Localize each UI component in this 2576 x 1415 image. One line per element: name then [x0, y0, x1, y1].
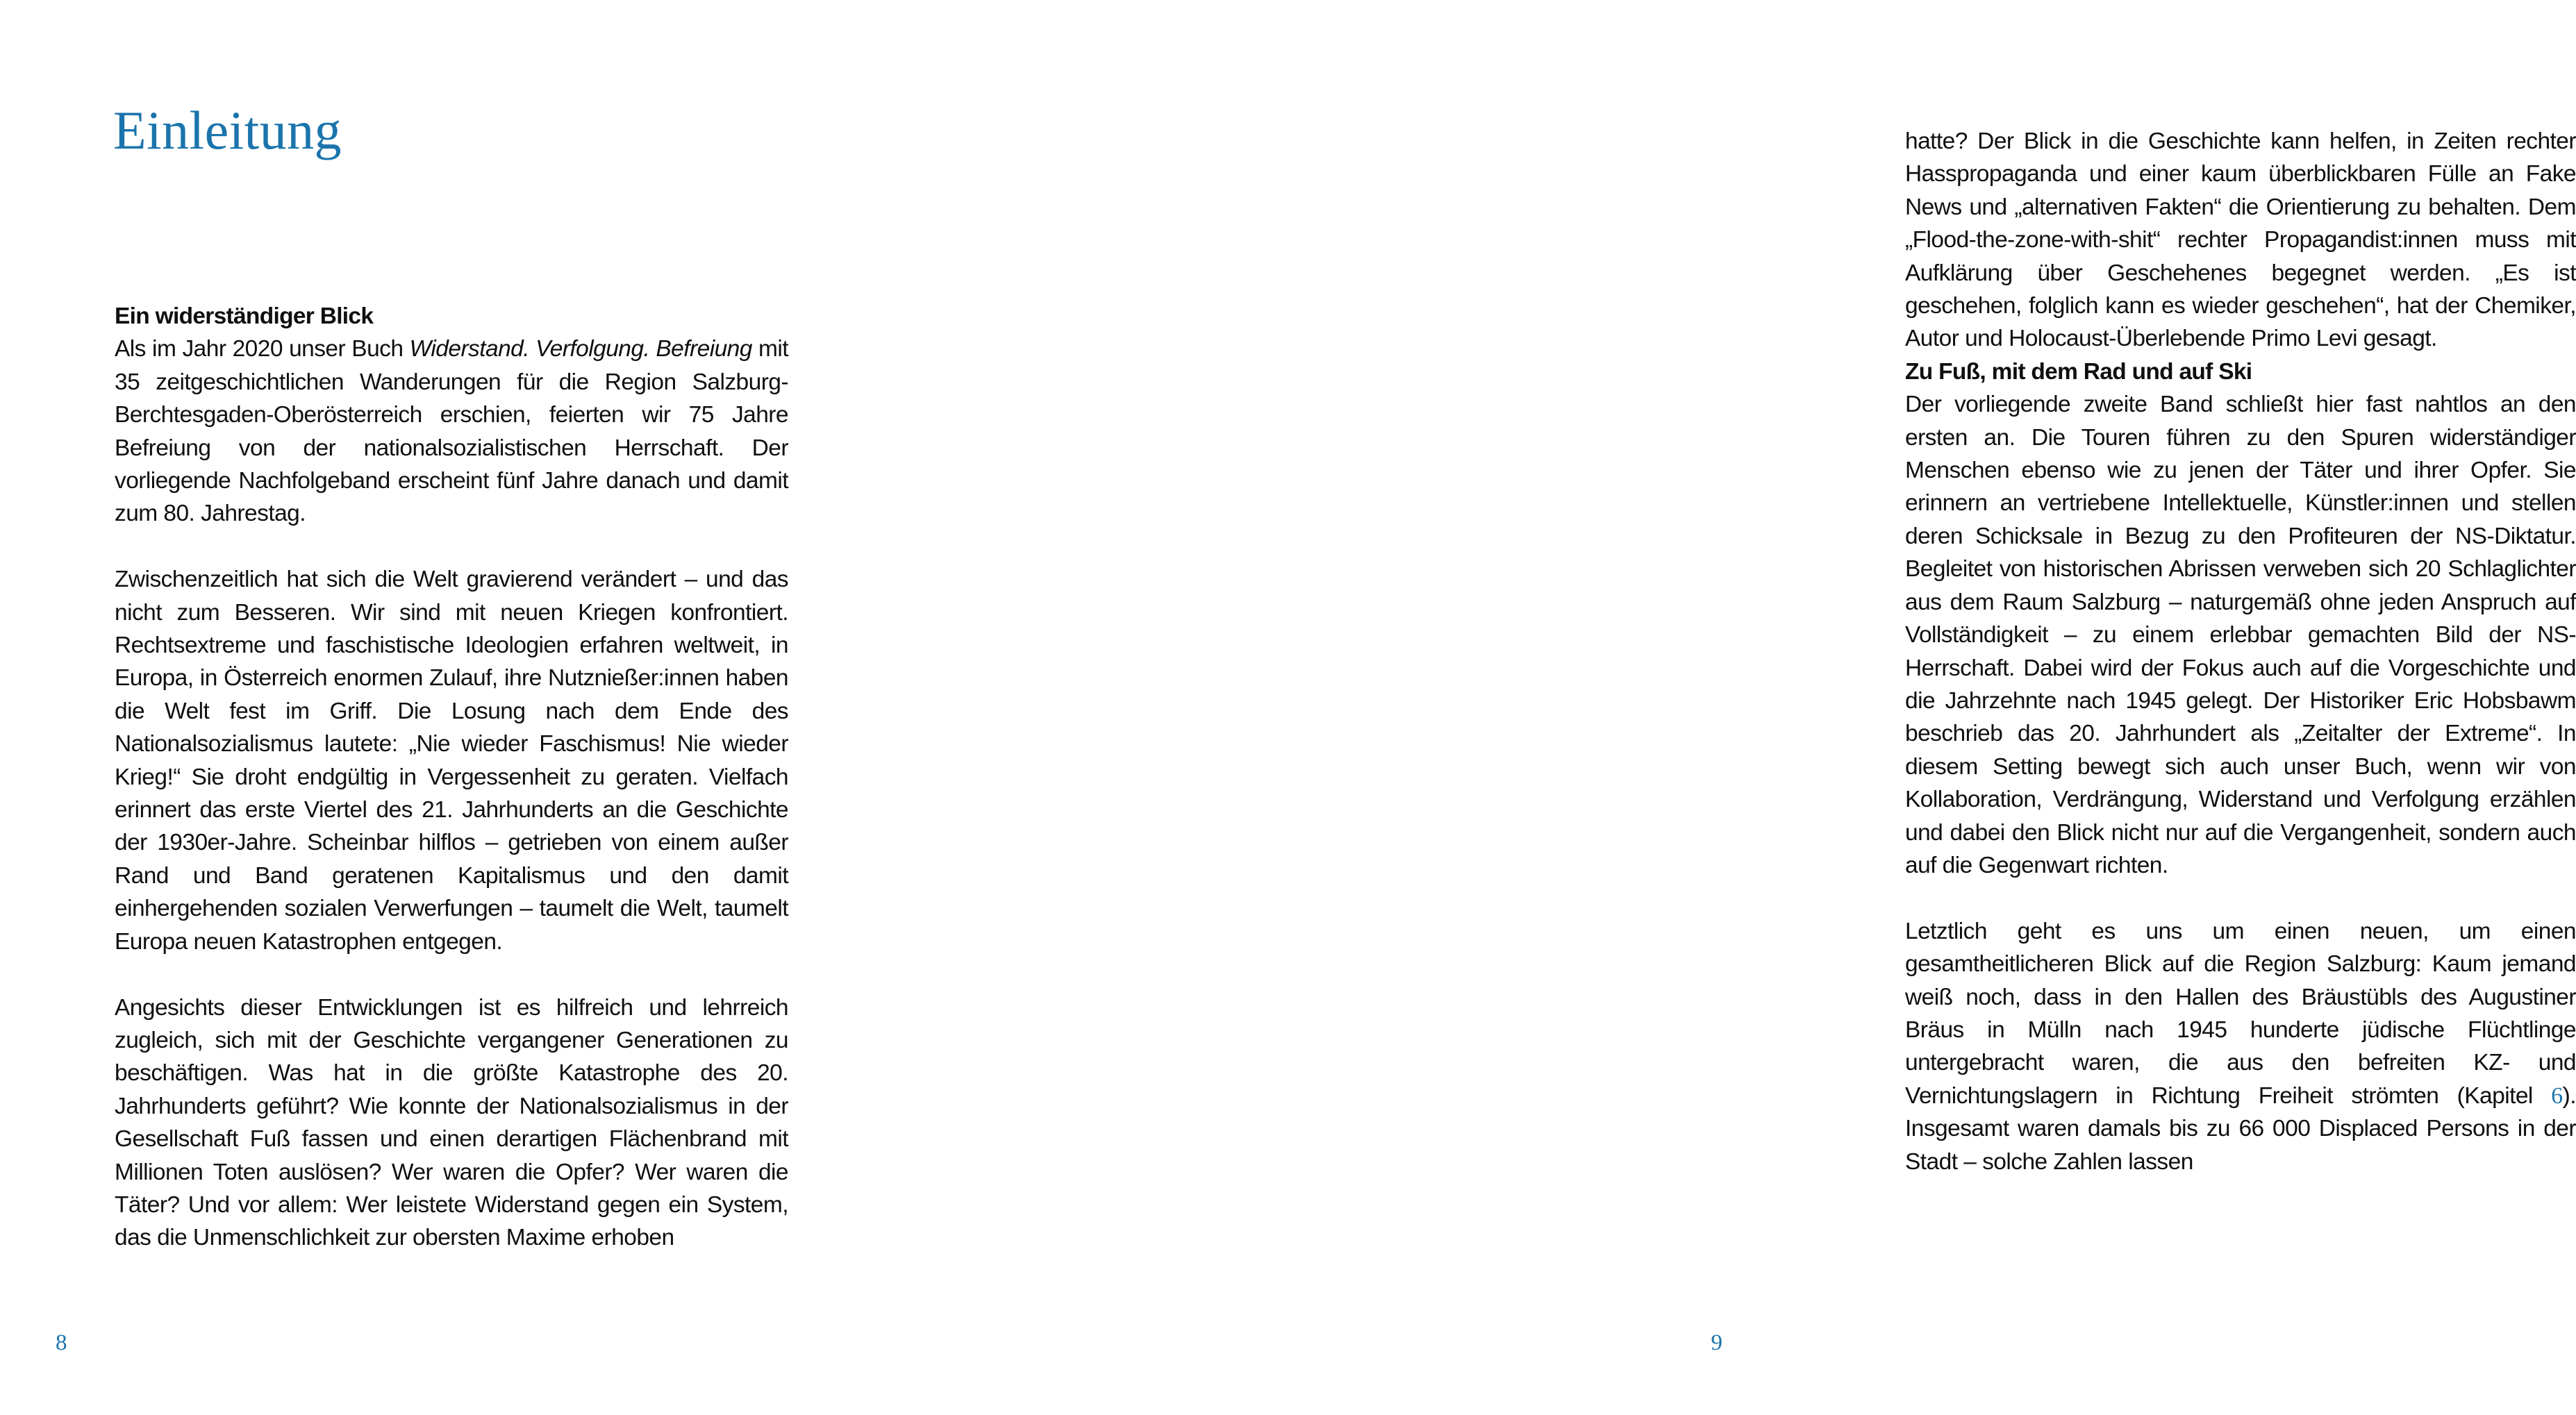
paragraph-left-1-lead: Als im Jahr 2020 unser Buch [115, 336, 410, 362]
page-right [889, 0, 2576, 1415]
chapter-reference-link[interactable]: 6 [2551, 1082, 2563, 1109]
paragraph-right-3-lead: Letztlich geht es uns um einen neuen, um einen gesamtheitlicheren Blick auf die Region Salzburg: Kaum jemand weiß noch, dass in den Hallen des Bräustübls des Augustiner Bräus in Mülln nach 1945 hunderte jüdische Flüchtlinge untergebracht waren, die aus den befreiten KZ- und Vernichtungslagern in Richtung Freiheit strömten (Kapitel [1905, 918, 2576, 1109]
book-title-italic: Widerstand. Verfolgung. Befreiung [409, 336, 752, 362]
chapter-title: Einleitung [113, 100, 342, 160]
paragraph-right-1: hatte? Der Blick in die Geschichte kann helfen, in Zeiten rechter Hasspropaganda und einer kaum überblickbaren Fülle an Fake News und „alternativen Fakten“ die Orientierung zu behalten. Dem „Flood-the-zone-with-shit“ rechter Propagandist:innen muss mit Aufklärung über Geschehenes begegnet werden. „Es ist geschehen, folglich kann es wieder geschehen“, hat der Chemiker, Autor und Holocaust-Überlebende Primo Levi gesagt. [1905, 128, 2576, 352]
page-number-left: 8 [56, 1330, 67, 1355]
right-text-column [1905, 125, 2576, 1178]
paragraph-left-3: Angesichts dieser Entwicklungen ist es hilfreich und lehrreich zugleich, sich mit der Geschichte vergangener Generationen zu beschäftigen. Was hat in die größte Katastrophe des 20. Jahrhunderts geführt? Wie konnte der Nationalsozialismus in der Gesellschaft Fuß fassen und einen derartigen Flächenbrand mit Millionen Toten auslösen? Wer waren die Opfer? Wer waren die Täter? Und vor allem: Wer leistete Widerstand gegen ein System, das die Unmenschlichkeit zur obersten Maxime erhoben [115, 994, 788, 1251]
paragraph-right-3-tail: ). Insgesamt waren damals bis zu 66 000 Displaced Persons in der Stadt – solche Zahlen lassen [1905, 1082, 2576, 1175]
paragraph-left-1 [115, 333, 788, 530]
paragraph-left-2: Zwischenzeitlich hat sich die Welt gravierend verändert – und das nicht zum Besseren. Wir sind mit neuen Kriegen konfrontiert. Rechtsextreme und faschistische Ideologien erfahren weltweit, in Europa, in Österreich enormen Zulauf, ihre Nutznießer:innen haben die Welt fest im Griff. Die Losung nach dem Ende des Nationalsozialismus lautete: „Nie wieder Faschismus! Nie wieder Krieg!“ Sie droht endgültig in Vergessenheit zu geraten. Vielfach erinnert das erste Viertel des 21. Jahrhunderts an die Geschichte der 1930er-Jahre. Scheinbar hilflos – getrieben von einem außer Rand und Band geratenen Kapitalismus und den damit einhergehenden sozialen Verwerfungen – taumelt die Welt, taumelt Europa neuen Katastrophen entgegen. [115, 567, 788, 955]
paragraph-left-1-tail: mit 35 zeitgeschichtlichen Wanderungen für die Region Salzburg-Berchtesgaden-Oberösterreich erschien, feierten wir 75 Jahre Befreiung von der nationalsozialistischen Herrschaft. Der vorliegende Nachfolgeband erscheint fünf Jahre danach und damit zum 80. Jahrestag. [115, 336, 789, 527]
page-left [0, 0, 889, 1415]
paragraph-right-3 [1905, 915, 2576, 1178]
section-heading-zu-fuss-mit-dem-rad-und-auf-ski: Zu Fuß, mit dem Rad und auf Ski [1905, 358, 2252, 385]
paragraph-right-2: Der vorliegende zweite Band schließt hier fast nahtlos an den ersten an. Die Touren führen zu den Spuren widerständiger Menschen ebenso wie zu jenen der Täter und ihrer Opfer. Sie erinnern an vertriebene Intellektuelle, Künstler:innen und stellen deren Schicksale in Bezug zu den Profiteuren der NS-Diktatur. Begleitet von historischen Abrissen verweben sich 20 Schlaglichter aus dem Raum Salzburg – naturgemäß ohne jeden Anspruch auf Vollständigkeit – zu einem erlebbar gemachten Bild der NS-Herrschaft. Dabei wird der Fokus auch auf die Vorgeschichte und die Jahrzehnte nach 1945 gelegt. Der Historiker Eric Hobsbawm beschrieb das 20. Jahrhundert als „Zeitalter der Extreme“. In diesem Setting bewegt sich auch unser Buch, wenn wir von Kollaboration, Verdrängung, Widerstand und Verfolgung erzählen und dabei den Blick nicht nur auf die Vergangenheit, sondern auch auf die Gegenwart richten. [1905, 392, 2576, 878]
section-heading-ein-widerstaendiger-blick: Ein widerständiger Blick [115, 303, 374, 329]
page-number-right: 9 [1711, 1330, 1722, 1355]
left-text-column [115, 300, 788, 1255]
